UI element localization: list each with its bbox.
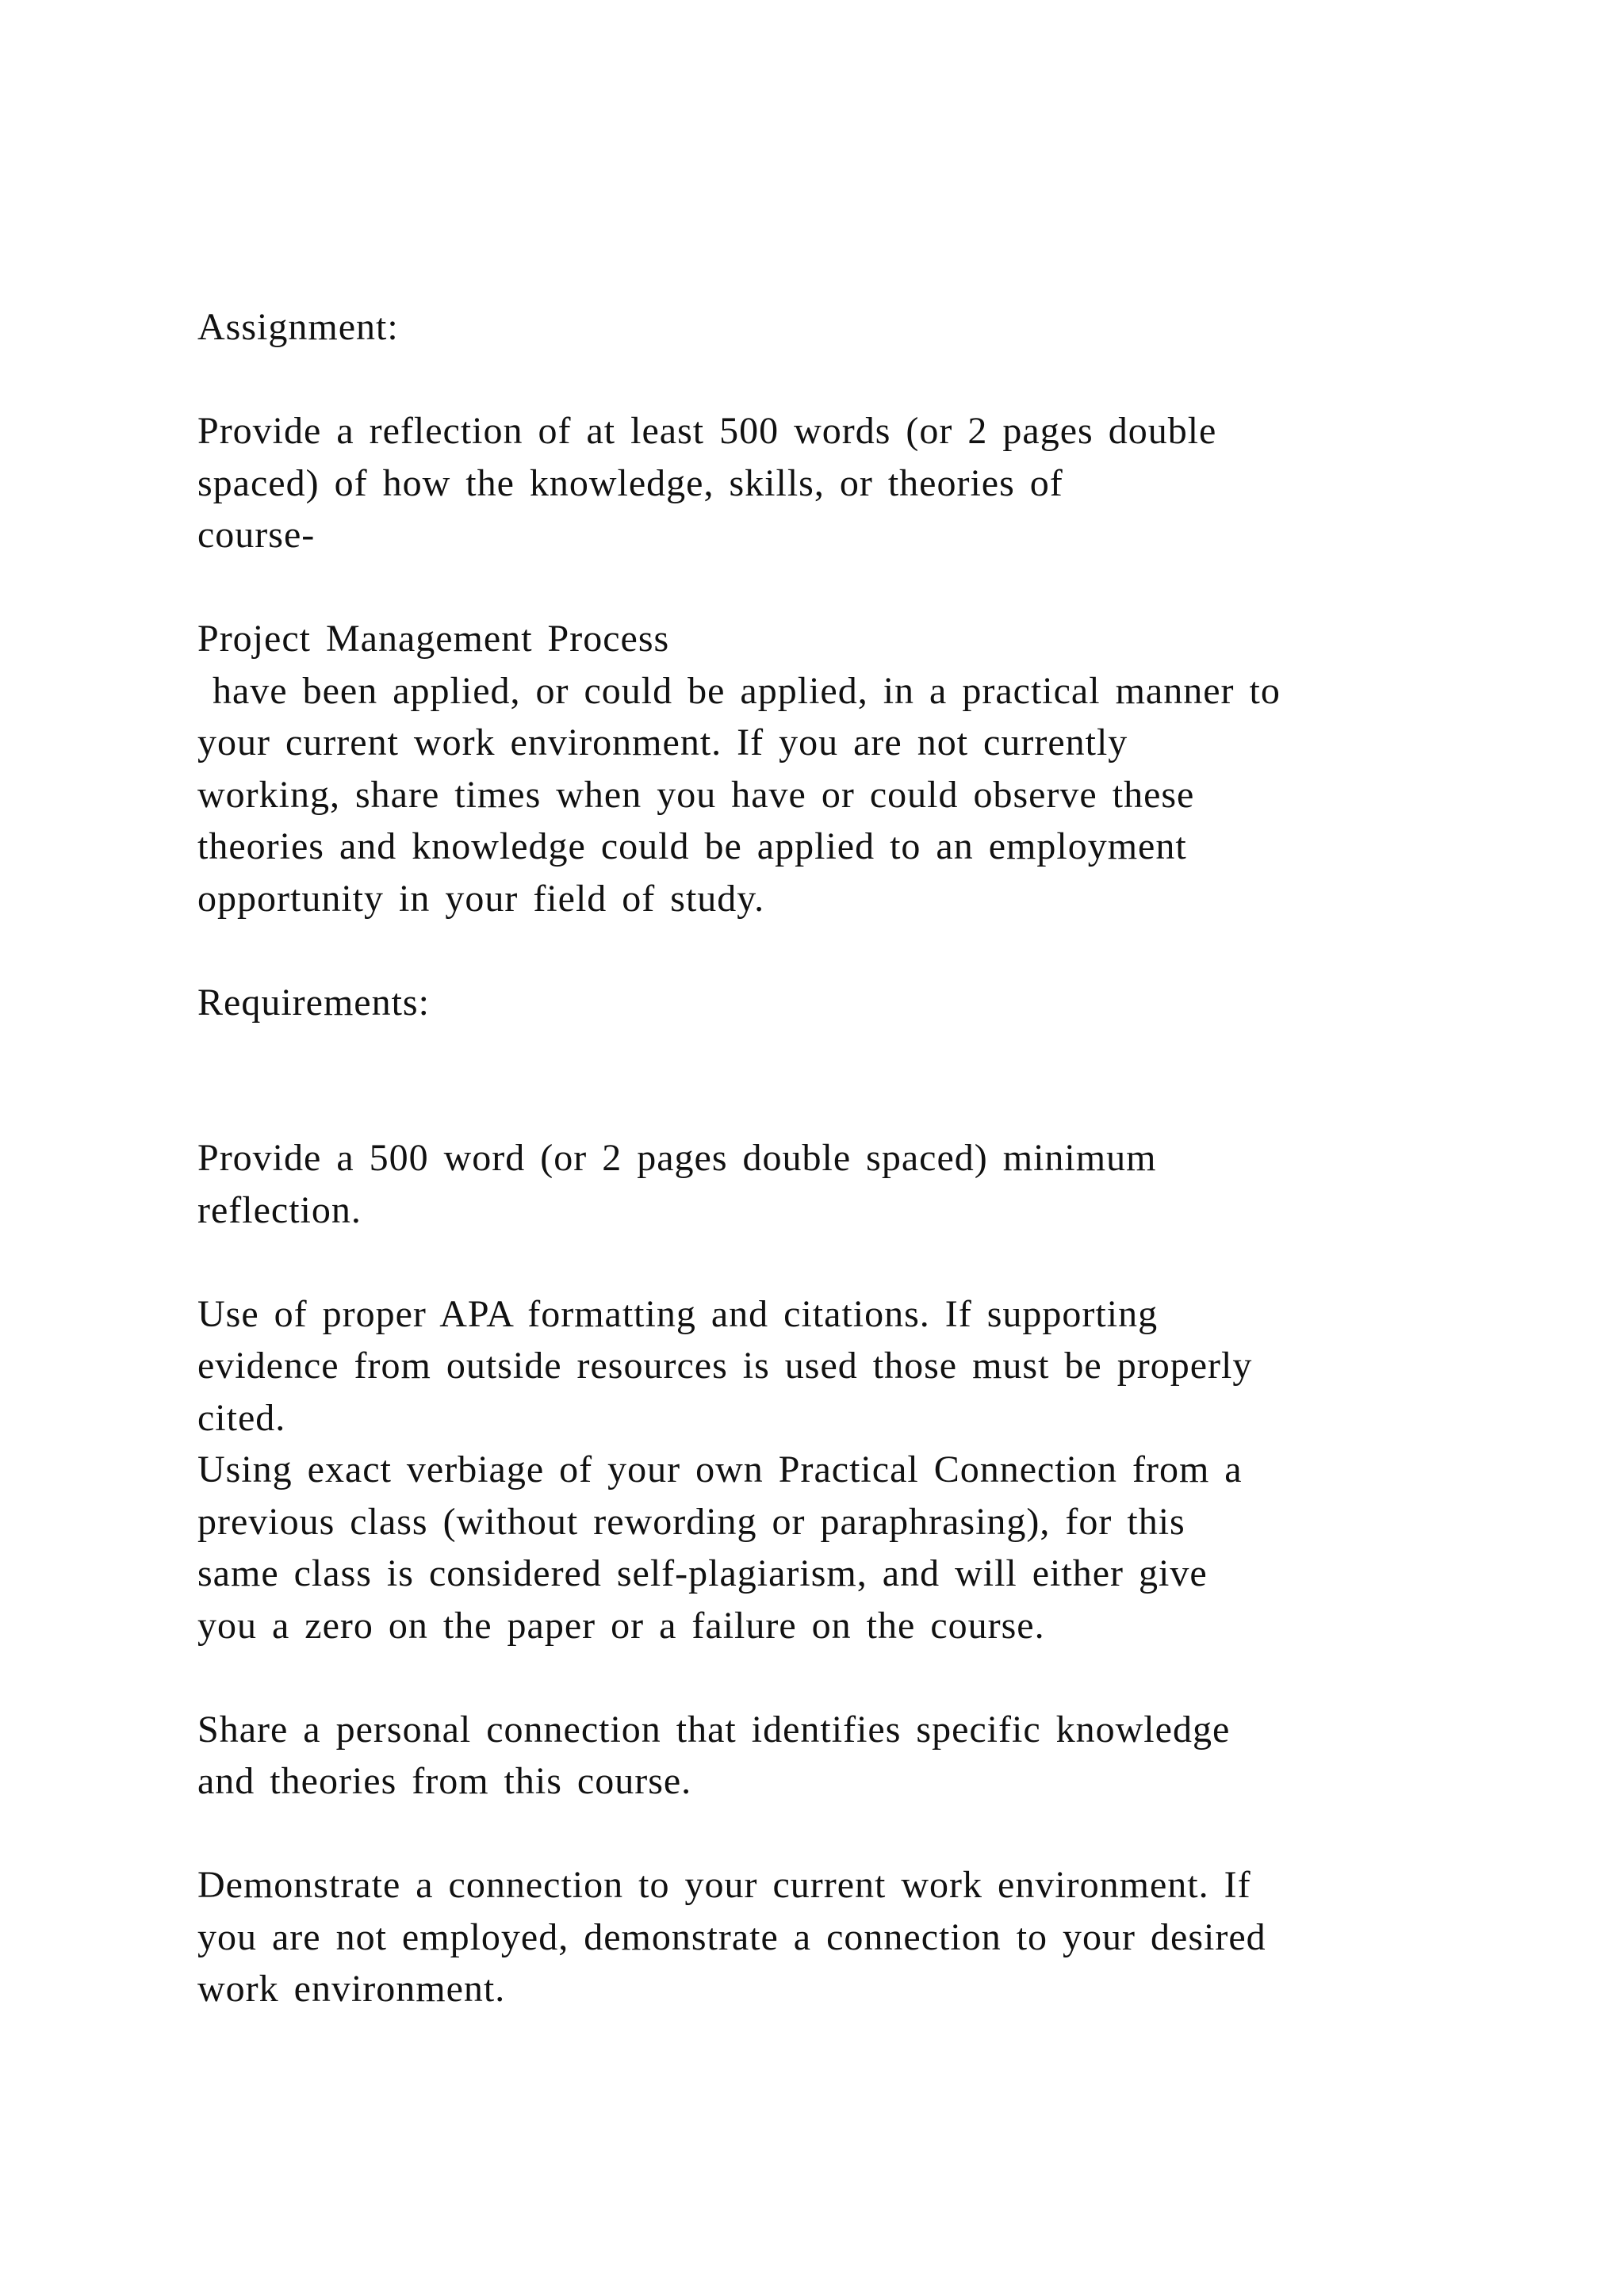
text-line: previous class (without rewording or paraphrasing), for this bbox=[197, 1500, 1185, 1543]
spacer bbox=[197, 1651, 1506, 1704]
text-line: Use of proper APA formatting and citations. If supporting bbox=[197, 1292, 1159, 1335]
requirement-personal-connection bbox=[197, 1704, 1506, 1808]
spacer bbox=[197, 354, 1506, 406]
requirement-word-count bbox=[197, 1132, 1506, 1236]
requirements-heading: Requirements: bbox=[197, 981, 430, 1024]
text-line: have been applied, or could be applied, in a practical manner to bbox=[197, 669, 1281, 712]
text-line: Provide a reflection of at least 500 words (or 2 pages double bbox=[197, 410, 1217, 452]
spacer bbox=[197, 1808, 1506, 1860]
text-line: course- bbox=[197, 514, 316, 556]
spacer bbox=[197, 924, 1506, 977]
spacer bbox=[197, 1028, 1506, 1132]
text-line: same class is considered self-plagiarism, and will either give bbox=[197, 1552, 1208, 1594]
text-line: your current work environment. If you are not currently bbox=[197, 721, 1128, 763]
text-line: spaced) of how the knowledge, skills, or theories of bbox=[197, 461, 1063, 504]
text-line: reflection. bbox=[197, 1188, 362, 1231]
course-name-line: Project Management Process bbox=[197, 618, 670, 660]
requirement-work-connection bbox=[197, 1859, 1506, 2015]
text-line: evidence from outside resources is used those must be properly bbox=[197, 1345, 1253, 1387]
text-line: cited. bbox=[197, 1396, 286, 1439]
text-line: Using exact verbiage of your own Practical Connection from a bbox=[197, 1448, 1243, 1490]
text-line: you a zero on the paper or a failure on the course. bbox=[197, 1604, 1045, 1647]
text-line: Share a personal connection that identifies specific knowledge bbox=[197, 1708, 1231, 1751]
document-body bbox=[197, 301, 1506, 2015]
spacer bbox=[197, 1236, 1506, 1288]
text-line: and theories from this course. bbox=[197, 1760, 692, 1802]
requirement-apa-formatting bbox=[197, 1288, 1506, 1652]
spacer bbox=[197, 561, 1506, 614]
text-line: theories and knowledge could be applied to an employment bbox=[197, 825, 1187, 867]
paragraph-course-application bbox=[197, 613, 1506, 924]
paragraph-prompt bbox=[197, 405, 1506, 561]
text-line: Demonstrate a connection to your current work environment. If bbox=[197, 1864, 1251, 1906]
assignment-heading: Assignment: bbox=[197, 306, 399, 348]
text-line: work environment. bbox=[197, 1968, 506, 2010]
text-line: opportunity in your field of study. bbox=[197, 877, 765, 920]
text-line: Provide a 500 word (or 2 pages double spaced) minimum bbox=[197, 1137, 1157, 1179]
text-line: you are not employed, demonstrate a connection to your desired bbox=[197, 1915, 1266, 1958]
text-line: working, share times when you have or could observe these bbox=[197, 773, 1195, 816]
